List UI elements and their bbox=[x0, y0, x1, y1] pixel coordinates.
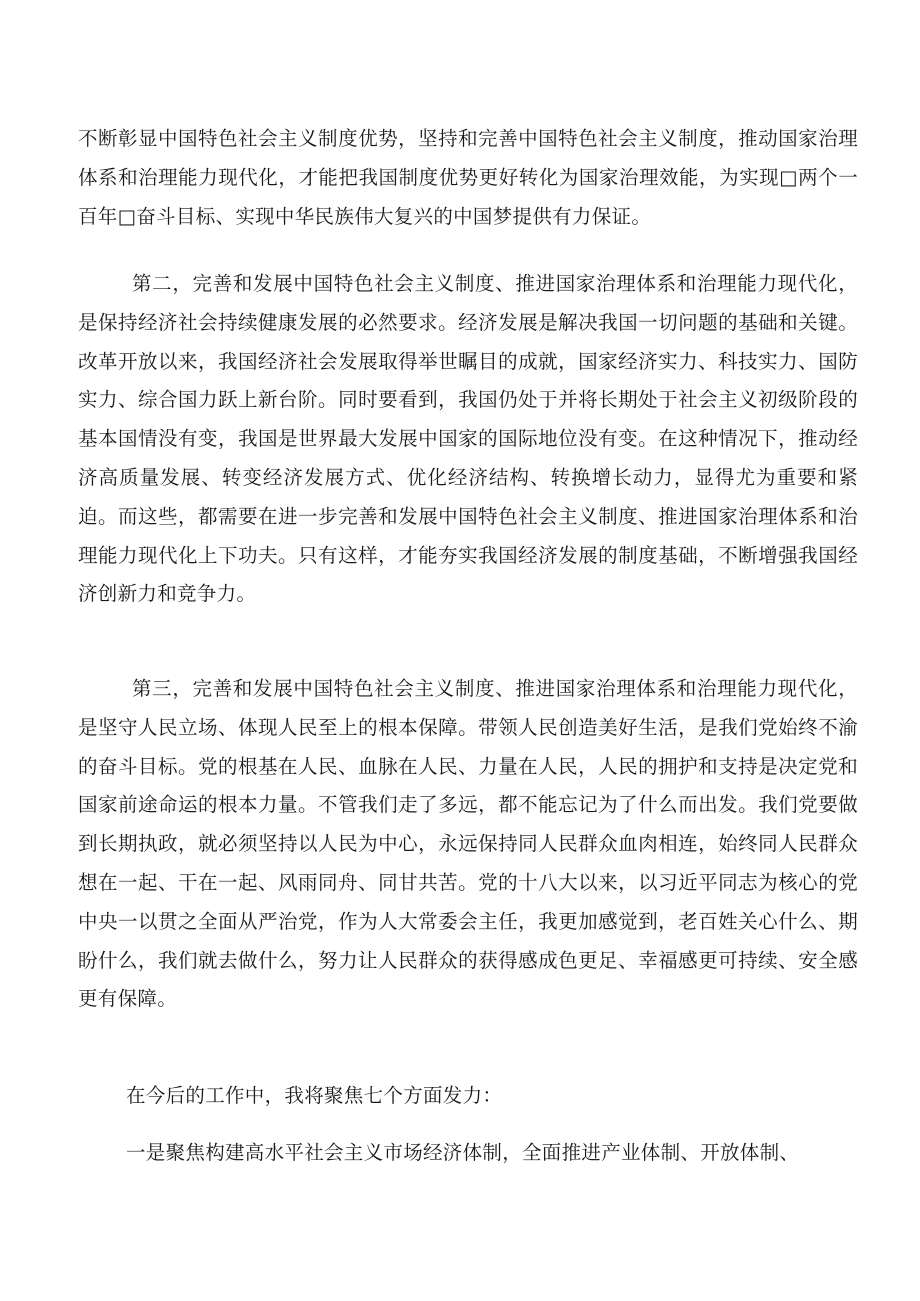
paragraph-4: 在今后的工作中，我将聚焦七个方面发力： bbox=[126, 1084, 503, 1107]
paragraph-1: 不断彰显中国特色社会主义制度优势，坚持和完善中国特色社会主义制度，推动国家治理体系和治理能力现代化，才能把我国制度优势更好转化为国家治理效能，为实现□两个一百年□奋斗目标、实现中华民族伟大复兴的中国梦提供有力保证。 bbox=[78, 127, 858, 228]
paragraph-3: 第三，完善和发展中国特色社会主义制度、推进国家治理体系和治理能力现代化，是坚守人民立场、体现人民至上的根本保障。带领人民创造美好生活，是我们党始终不渝的奋斗目标。党的根基在人民、血脉在人民、力量在人民，人民的拥护和支持是决定党和国家前途命运的根本力量。不管我们走了多远，都不能忘记为了什么而出发。我们党要做到长期执政，就必须坚持以人民为中心，永远保持同人民群众血肉相连，始终同人民群众想在一起、干在一起、风雨同舟、同甘共苦。党的十八大以来，以习近平同志为核心的党中央一以贯之全面从严治党，作为人大常委会主任，我更加感觉到，老百姓关心什么、期盼什么，我们就去做什么，努力让人民群众的获得感成色更足、幸福感更可持续、安全感更有保障。 bbox=[78, 677, 858, 1011]
paragraph-2: 第二，完善和发展中国特色社会主义制度、推进国家治理体系和治理能力现代化，是保持经济社会持续健康发展的必然要求。经济发展是解决我国一切问题的基础和关键。改革开放以来，我国经济社会发展取得举世瞩目的成就，国家经济实力、科技实力、国防实力、综合国力跃上新台阶。同时要看到，我国仍处于并将长期处于社会主义初级阶段的基本国情没有变，我国是世界最大发展中国家的国际地位没有变。在这种情况下，推动经济高质量发展、转变经济发展方式、优化经济结构、转换增长动力，显得尤为重要和紧迫。而这些，都需要在进一步完善和发展中国特色社会主义制度、推进国家治理体系和治理能力现代化上下功夫。只有这样，才能夯实我国经济发展的制度基础，不断增强我国经济创新力和竞争力。 bbox=[78, 272, 858, 606]
paragraph-5: 一是聚焦构建高水平社会主义市场经济体制，全面推进产业体制、开放体制、 bbox=[126, 1141, 800, 1164]
